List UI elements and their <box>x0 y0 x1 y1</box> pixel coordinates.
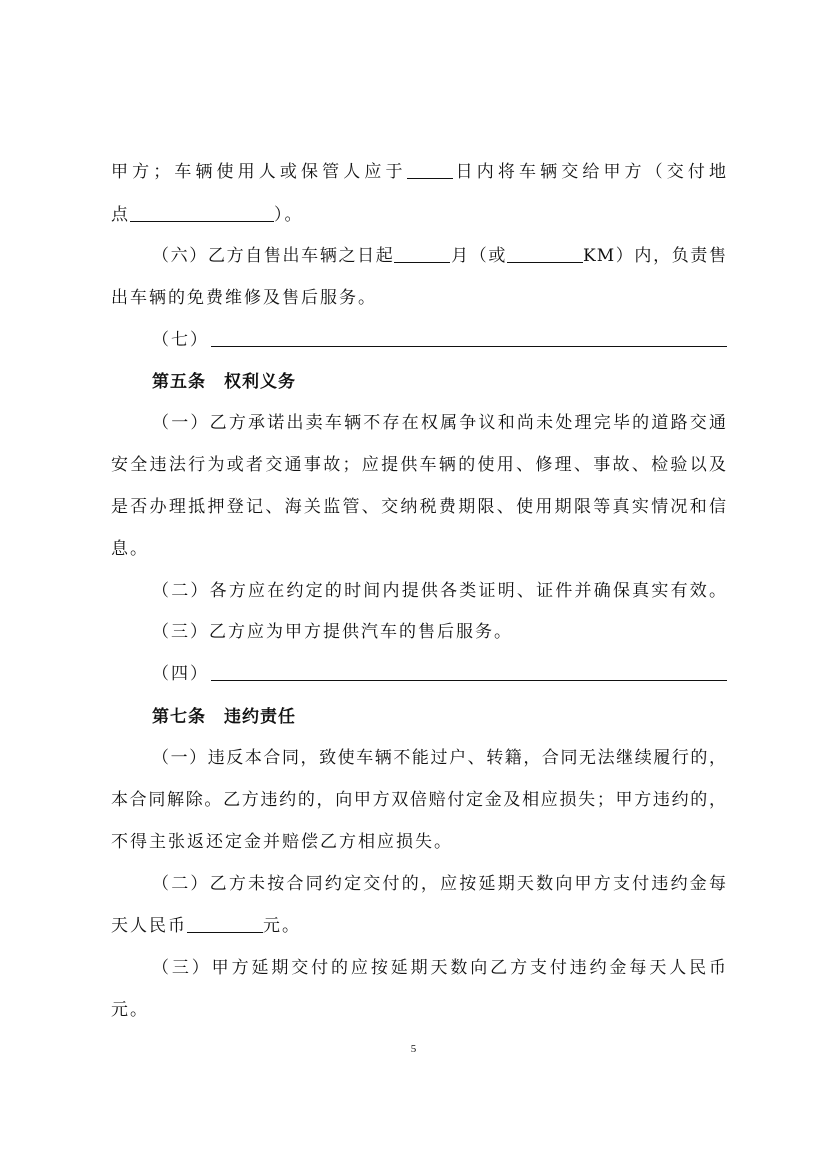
fill-blank-days <box>407 160 453 179</box>
text-line: （二）各方应在约定的时间内提供各类证明、证件并确保真实有效。 <box>152 581 727 601</box>
text-line: 天人民币 元。 <box>111 916 301 936</box>
fill-blank-clause-7 <box>211 328 727 347</box>
text-line: （七） <box>152 328 727 352</box>
text-line: （一）乙方承诺出卖车辆不存在权属争议和尚未处理完毕的道路交通 <box>152 413 727 433</box>
text-line: （三）甲方延期交付的应按延期天数向乙方支付违约金每天人民币 <box>152 958 727 978</box>
fill-blank-amount <box>187 914 263 933</box>
text-line: （一）违反本合同，致使车辆不能过户、转籍，合同无法继续履行的， <box>152 748 727 768</box>
text-line: 甲方；车辆使用人或保管人应于 日内将车辆交给甲方（交付地 <box>111 162 728 182</box>
section-heading: 第五条 权利义务 <box>152 372 296 392</box>
text-line: 本合同解除。乙方违约的，向甲方双倍赔付定金及相应损失；甲方违约的， <box>111 790 727 810</box>
text-line: 出车辆的免费维修及售后服务。 <box>111 288 377 308</box>
fill-blank-km <box>507 244 583 263</box>
text-line: 息。 <box>111 539 149 559</box>
text-line: 是否办理抵押登记、海关监管、交纳税费期限、使用期限等真实情况和信 <box>111 497 727 517</box>
text-line: 安全违法行为或者交通事故；应提供车辆的使用、修理、事故、检验以及 <box>111 455 727 475</box>
text-line: （六）乙方自售出车辆之日起 月（或 KM）内，负责售 <box>152 246 728 266</box>
text-line: 点 ）。 <box>111 205 304 225</box>
text-line: 不得主张返还定金并赔偿乙方相应损失。 <box>111 832 453 852</box>
fill-blank-months <box>394 244 450 263</box>
text-line: （三）乙方应为甲方提供汽车的售后服务。 <box>152 622 513 642</box>
section-heading: 第七条 违约责任 <box>152 707 296 727</box>
text-line: （四） <box>152 662 727 686</box>
text-line: （二）乙方未按合同约定交付的，应按延期天数向甲方支付违约金每 <box>152 874 727 894</box>
fill-blank-clause-4 <box>211 662 727 681</box>
fill-blank-location <box>130 203 274 222</box>
page-number: 5 <box>410 1043 417 1055</box>
text-line: 元。 <box>111 1000 149 1020</box>
